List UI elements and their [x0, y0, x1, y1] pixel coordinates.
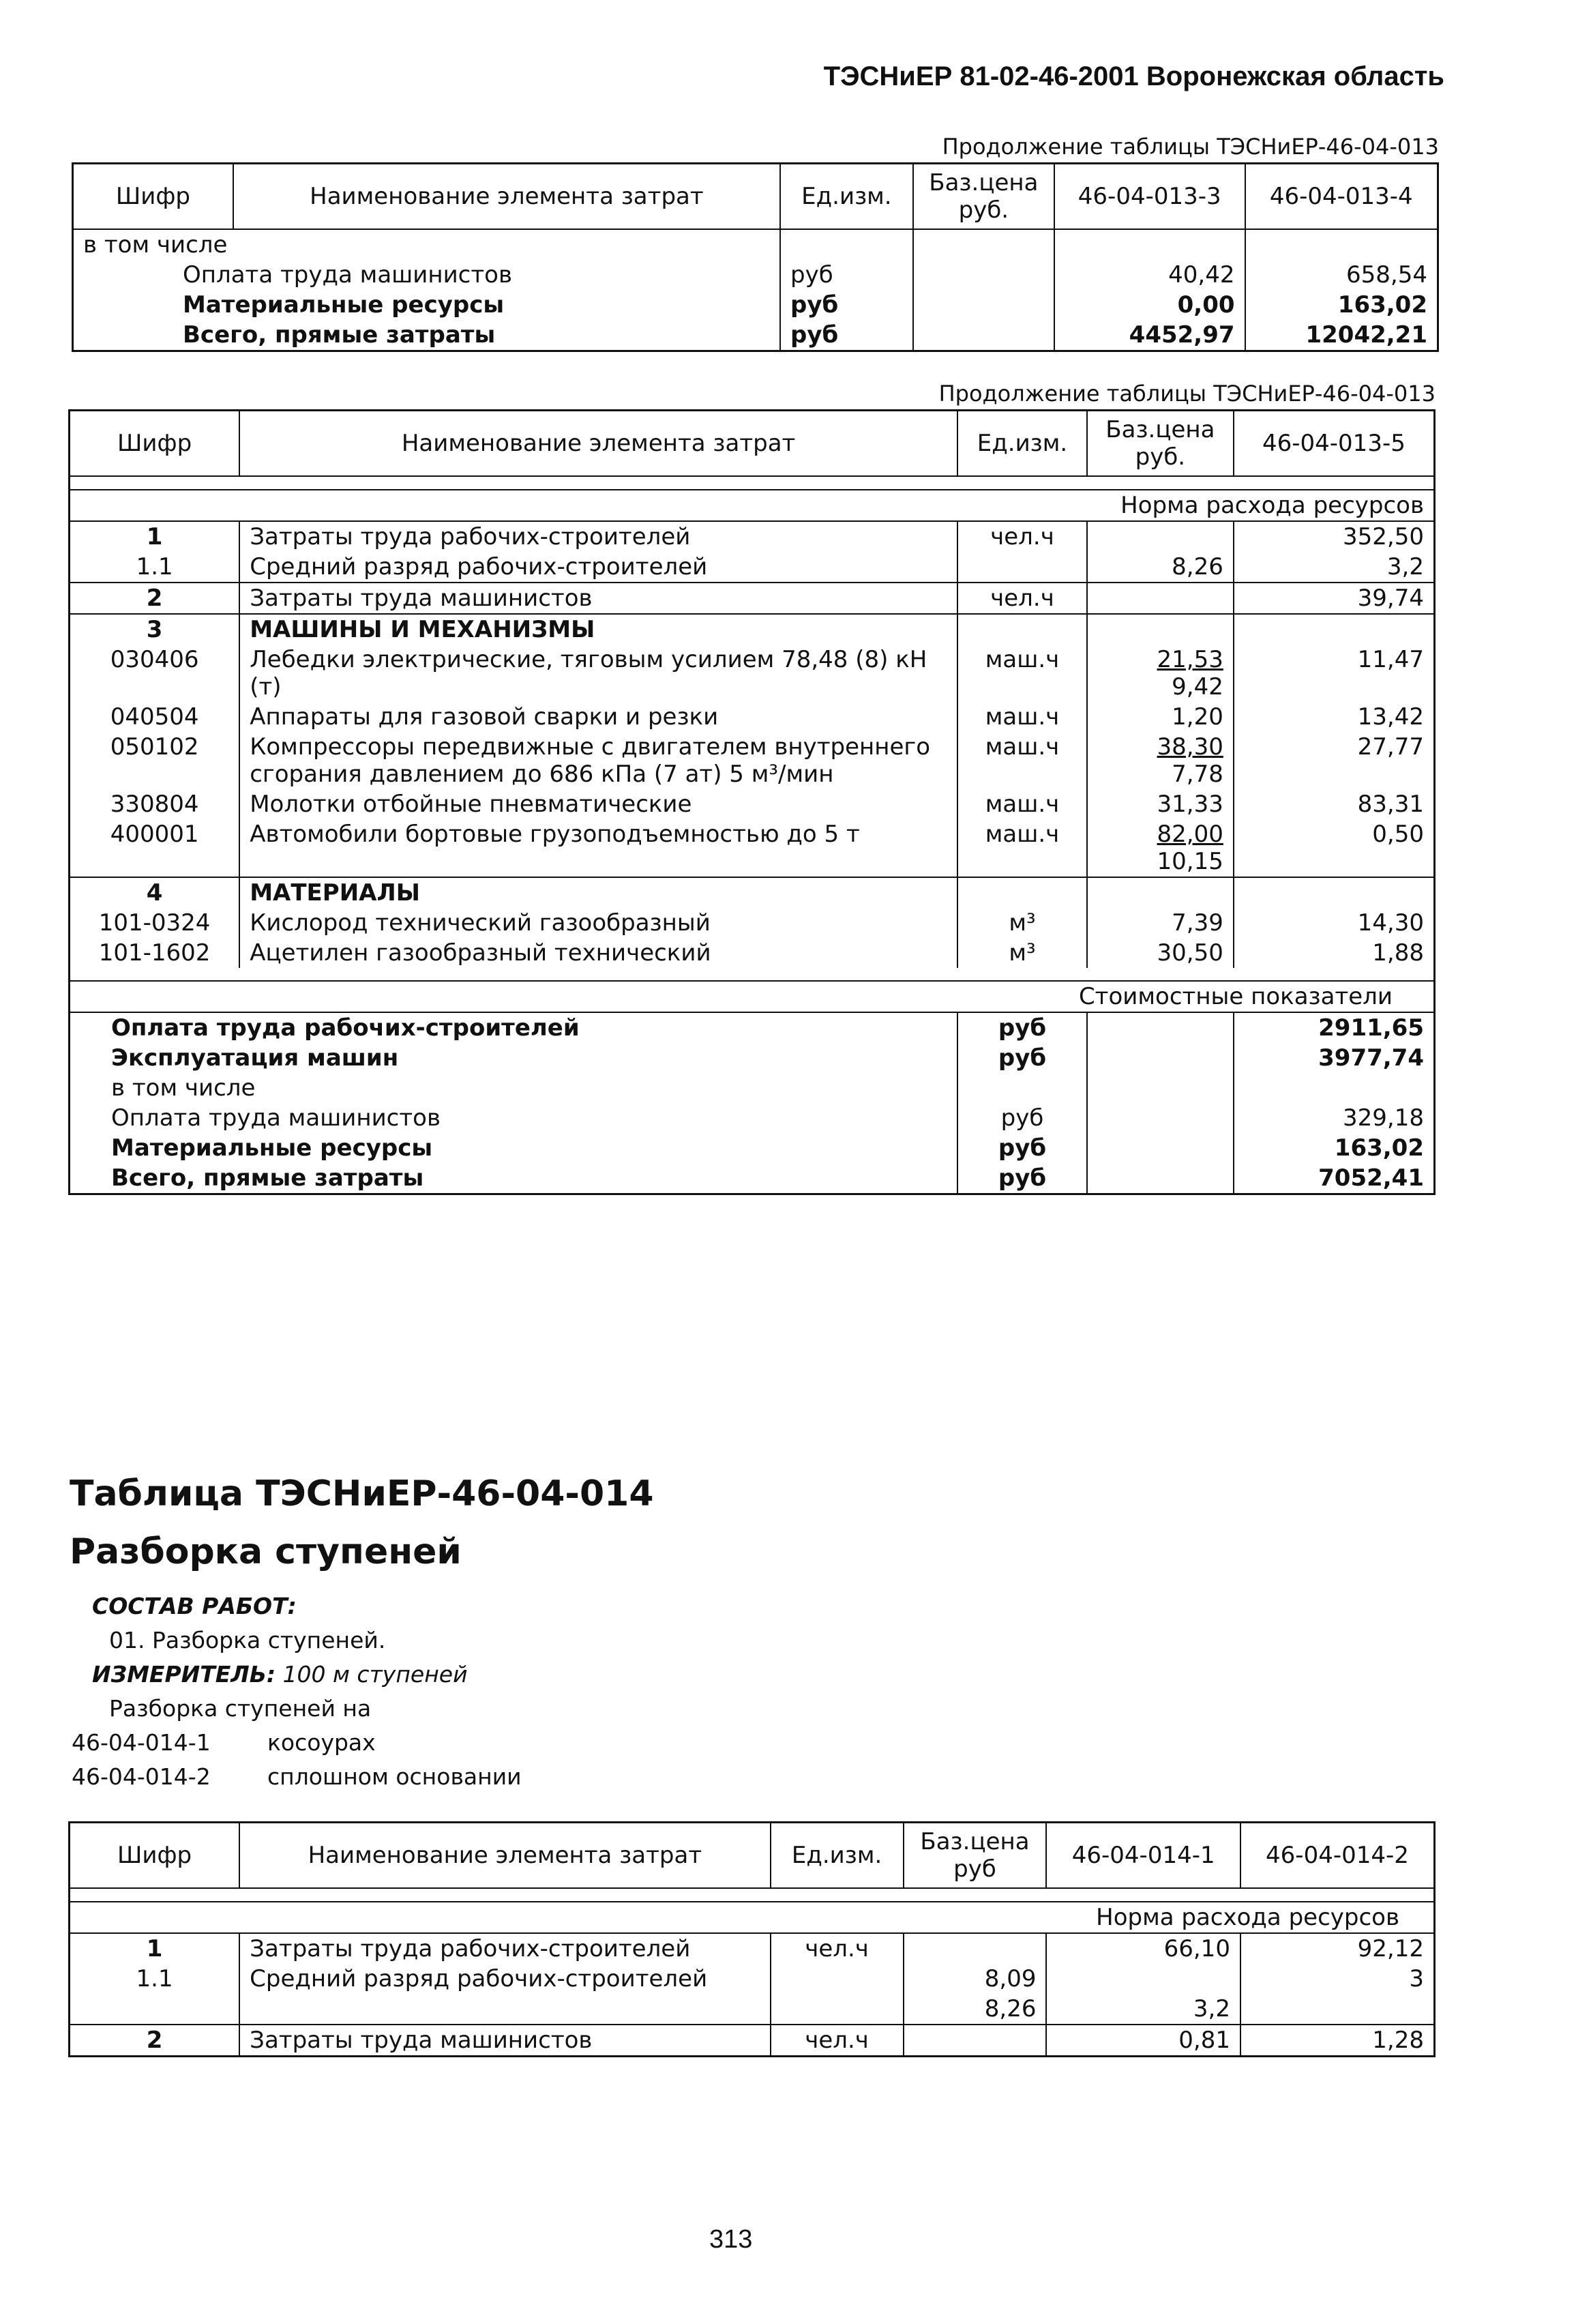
table-row — [73, 290, 1438, 320]
row-unit: маш.ч — [957, 645, 1087, 702]
table-row — [70, 1073, 1435, 1103]
row-unit: руб — [957, 1163, 1087, 1194]
row-unit: руб — [780, 320, 913, 351]
row-name: Лебедки электрические, тяговым усилием 78,48 (8) кН (т) — [239, 645, 957, 702]
variant-code: 46-04-014-2 — [72, 1763, 211, 1790]
table-row — [70, 938, 1435, 968]
row-value: 3,2 — [1046, 1994, 1240, 2025]
row-value: 27,77 — [1234, 732, 1435, 789]
row-value: 329,18 — [1234, 1103, 1435, 1133]
row-code — [70, 1994, 240, 2025]
row-code: 1 — [70, 521, 240, 552]
col-variant: 46-04-014-2 — [1240, 1823, 1435, 1889]
row-value: 3 — [1240, 1964, 1435, 1994]
row-name: Оплата труда рабочих-строителей — [70, 1012, 958, 1043]
row-value: 3977,74 — [1234, 1043, 1435, 1073]
row-value — [1234, 614, 1435, 645]
row-value — [1240, 1994, 1435, 2025]
row-value: 92,12 — [1240, 1933, 1435, 1964]
price-value-secondary: 7,78 — [1172, 761, 1223, 788]
row-code: 3 — [70, 614, 240, 645]
row-unit — [957, 877, 1087, 908]
table-row — [70, 1964, 1435, 1994]
row-unit: маш.ч — [957, 732, 1087, 789]
row-unit: маш.ч — [957, 702, 1087, 732]
col-price: Баз.цена руб. — [1087, 411, 1234, 477]
row-value: 0,81 — [1046, 2025, 1240, 2057]
variant-code: 46-04-014-1 — [72, 1729, 211, 1756]
row-unit: чел.ч — [957, 583, 1087, 614]
row-unit: руб — [957, 1043, 1087, 1073]
table-row — [70, 702, 1435, 732]
variant-text: косоурах — [267, 1729, 376, 1756]
work-item: 01. Разборка ступеней. — [109, 1627, 386, 1653]
price-value-secondary: 9,42 — [1172, 673, 1223, 701]
price-value: 31,33 — [1157, 791, 1223, 818]
row-name: МАШИНЫ И МЕХАНИЗМЫ — [239, 614, 957, 645]
table-row — [70, 1994, 1435, 2025]
table2-continuation: Продолжение таблицы ТЭСНиЕР-46-04-013 — [938, 381, 1436, 407]
row-code: 030406 — [110, 646, 199, 673]
col-name: Наименование элемента затрат — [233, 164, 780, 230]
row-code: 1 — [70, 1933, 240, 1964]
col-price: Баз.цена руб. — [913, 164, 1054, 230]
row-name: Затраты труда рабочих-строителей — [239, 1933, 770, 1964]
meter-label: ИЗМЕРИТЕЛЬ: — [92, 1661, 276, 1688]
row-value: 83,31 — [1234, 789, 1435, 819]
row-price — [1087, 1133, 1234, 1163]
row-price — [913, 290, 1054, 320]
table1 — [72, 162, 1439, 352]
col-name: Наименование элемента затрат — [239, 1823, 770, 1889]
row-name: Материальные ресурсы — [111, 1134, 433, 1162]
row-unit — [780, 229, 913, 260]
row-code: 040504 — [110, 703, 199, 731]
row-name — [239, 1994, 770, 2025]
row-value — [1046, 1964, 1240, 1994]
norm-label: Норма расхода ресурсов — [70, 1902, 1435, 1933]
row-name: МАТЕРИАЛЫ — [239, 877, 957, 908]
row-price — [1087, 789, 1234, 819]
col-code: Шифр — [70, 1823, 240, 1889]
row-value: 39,74 — [1234, 583, 1435, 614]
page-number: 313 — [709, 2225, 753, 2254]
row-code: 101-1602 — [98, 939, 211, 967]
col-variant: 46-04-013-4 — [1245, 164, 1438, 230]
row-code: 1.1 — [136, 553, 173, 580]
row-value: 14,30 — [1234, 908, 1435, 938]
row-unit: чел.ч — [771, 2025, 904, 2057]
row-price — [1087, 1103, 1234, 1133]
row-price: 8,09 — [904, 1964, 1047, 1994]
row-name: Оплата труда машинистов — [183, 261, 513, 289]
row-name: Автомобили бортовые грузоподъемностью до 5 т — [239, 819, 957, 877]
col-unit: Ед.изм. — [780, 164, 913, 230]
row-name: Всего, прямые затраты — [111, 1164, 424, 1192]
row-unit — [957, 552, 1087, 583]
row-price — [1087, 732, 1234, 789]
table-row — [70, 732, 1435, 789]
table-row — [70, 614, 1435, 645]
row-price — [1087, 1012, 1234, 1043]
price-value: 21,53 — [1157, 646, 1223, 673]
row-price — [913, 320, 1054, 351]
row-name: Оплата труда машинистов — [111, 1104, 441, 1132]
row-value — [1234, 1073, 1435, 1103]
table-row — [70, 645, 1435, 702]
col-variant: 46-04-014-1 — [1046, 1823, 1240, 1889]
row-price — [1087, 552, 1234, 583]
table-row — [70, 2025, 1435, 2057]
section-title: Таблица ТЭСНиЕР-46-04-014 — [70, 1473, 654, 1514]
row-value: 163,02 — [1245, 290, 1438, 320]
row-value — [1054, 229, 1245, 260]
row-value — [1234, 877, 1435, 908]
row-price: 8,26 — [904, 1994, 1047, 2025]
row-value — [1245, 229, 1438, 260]
row-price — [1087, 1163, 1234, 1194]
col-code: Шифр — [73, 164, 233, 230]
row-price — [1087, 1043, 1234, 1073]
row-price — [1087, 521, 1234, 552]
meter-line — [92, 1661, 468, 1688]
table-row — [70, 583, 1435, 614]
row-name: в том числе — [83, 231, 228, 259]
table-row — [70, 1933, 1435, 1964]
row-value: 0,50 — [1234, 819, 1435, 877]
row-value: 163,02 — [1234, 1133, 1435, 1163]
price-value: 38,30 — [1157, 733, 1223, 761]
col-price: Баз.цена руб — [904, 1823, 1047, 1889]
table-row — [70, 1133, 1435, 1163]
table-row — [70, 1043, 1435, 1073]
row-name: Аппараты для газовой сварки и резки — [239, 702, 957, 732]
row-name: Кислород технический газообразный — [239, 908, 957, 938]
table1-continuation: Продолжение таблицы ТЭСНиЕР-46-04-013 — [942, 134, 1439, 160]
row-name: Средний разряд рабочих-строителей — [239, 552, 957, 583]
running-header: ТЭСНиЕР 81-02-46-2001 Воронежская область — [823, 61, 1444, 91]
row-price — [913, 229, 1054, 260]
col-variant: 46-04-013-3 — [1054, 164, 1245, 230]
table3 — [68, 1821, 1436, 2057]
cost-label: Стоимостные показатели — [70, 981, 1435, 1012]
row-code: 1.1 — [136, 1965, 173, 1992]
col-unit: Ед.изм. — [957, 411, 1087, 477]
price-value-secondary: 10,15 — [1157, 848, 1223, 875]
row-unit — [771, 1964, 904, 1994]
row-unit: руб — [957, 1133, 1087, 1163]
row-value: 2911,65 — [1234, 1012, 1435, 1043]
row-name: Средний разряд рабочих-строителей — [239, 1964, 770, 1994]
row-value: 66,10 — [1046, 1933, 1240, 1964]
row-unit: руб — [780, 260, 913, 290]
row-price — [1087, 819, 1234, 877]
row-price — [1087, 702, 1234, 732]
row-price — [1087, 938, 1234, 968]
row-unit — [957, 614, 1087, 645]
row-value: 1,28 — [1240, 2025, 1435, 2057]
table-row — [70, 877, 1435, 908]
row-unit: маш.ч — [957, 789, 1087, 819]
row-value: 11,47 — [1234, 645, 1435, 702]
table-row — [70, 908, 1435, 938]
price-value: 8,26 — [1172, 553, 1223, 580]
row-value: 13,42 — [1234, 702, 1435, 732]
table-row — [70, 819, 1435, 877]
row-name: Материальные ресурсы — [183, 291, 505, 319]
row-code: 400001 — [110, 821, 199, 848]
row-name: Затраты труда машинистов — [239, 583, 957, 614]
row-name: в том числе — [111, 1074, 256, 1102]
table-row — [70, 789, 1435, 819]
row-name: Ацетилен газообразный технический — [239, 938, 957, 968]
variant-text: сплошном основании — [267, 1763, 522, 1790]
row-price — [1087, 1073, 1234, 1103]
row-price — [913, 260, 1054, 290]
row-unit: руб — [957, 1103, 1087, 1133]
row-name: Всего, прямые затраты — [183, 321, 496, 349]
table-row — [73, 260, 1438, 290]
col-unit: Ед.изм. — [771, 1823, 904, 1889]
work-label: СОСТАВ РАБОТ: — [92, 1593, 297, 1619]
row-name: Компрессоры передвижные с двигателем внутреннего сгорания давлением до 686 кПа (7 ат) 5 м³/мин — [239, 732, 957, 789]
row-price — [904, 2025, 1047, 2057]
row-value: 352,50 — [1234, 521, 1435, 552]
row-code: 050102 — [110, 733, 199, 761]
row-value: 4452,97 — [1054, 320, 1245, 351]
col-name: Наименование элемента затрат — [239, 411, 957, 477]
row-name: Затраты труда рабочих-строителей — [239, 521, 957, 552]
row-unit: маш.ч — [957, 819, 1087, 877]
row-unit — [771, 1994, 904, 2025]
row-price — [1087, 583, 1234, 614]
col-variant: 46-04-013-5 — [1234, 411, 1435, 477]
row-price — [1087, 877, 1234, 908]
price-value: 7,39 — [1172, 909, 1223, 937]
row-value: 1,88 — [1234, 938, 1435, 968]
row-price — [1087, 645, 1234, 702]
price-value: 30,50 — [1157, 939, 1223, 967]
table-row — [70, 1103, 1435, 1133]
table-row — [73, 320, 1438, 351]
row-value: 7052,41 — [1234, 1163, 1435, 1194]
row-code: 2 — [70, 583, 240, 614]
row-code: 2 — [70, 2025, 240, 2057]
row-value: 0,00 — [1054, 290, 1245, 320]
intro: Разборка ступеней на — [109, 1695, 372, 1722]
row-name: Затраты труда машинистов — [239, 2025, 770, 2057]
price-value: 1,20 — [1172, 703, 1223, 731]
table-row — [70, 1163, 1435, 1194]
price-value: 82,00 — [1157, 821, 1223, 848]
section-subtitle: Разборка ступеней — [70, 1531, 462, 1572]
row-unit: руб — [957, 1012, 1087, 1043]
row-price — [1087, 614, 1234, 645]
meter-value: 100 м ступеней — [282, 1661, 468, 1688]
row-unit: м³ — [957, 938, 1087, 968]
row-value: 12042,21 — [1245, 320, 1438, 351]
row-price — [904, 1933, 1047, 1964]
row-unit: м³ — [957, 908, 1087, 938]
table-row — [70, 1012, 1435, 1043]
row-unit: чел.ч — [771, 1933, 904, 1964]
row-unit: руб — [780, 290, 913, 320]
row-name: Молотки отбойные пневматические — [239, 789, 957, 819]
norm-label: Норма расхода ресурсов — [70, 490, 1435, 521]
row-code: 4 — [70, 877, 240, 908]
row-value: 658,54 — [1245, 260, 1438, 290]
row-name: Эксплуатация машин — [111, 1044, 399, 1072]
row-value: 3,2 — [1234, 552, 1435, 583]
row-code: 101-0324 — [98, 909, 211, 937]
row-code: 330804 — [110, 791, 199, 818]
table2 — [68, 409, 1436, 1195]
table-row — [70, 521, 1435, 552]
row-price — [1087, 908, 1234, 938]
table-row — [73, 229, 1438, 260]
row-unit: чел.ч — [957, 521, 1087, 552]
row-value: 40,42 — [1054, 260, 1245, 290]
col-code: Шифр — [70, 411, 240, 477]
table-row — [70, 552, 1435, 583]
row-unit — [957, 1073, 1087, 1103]
